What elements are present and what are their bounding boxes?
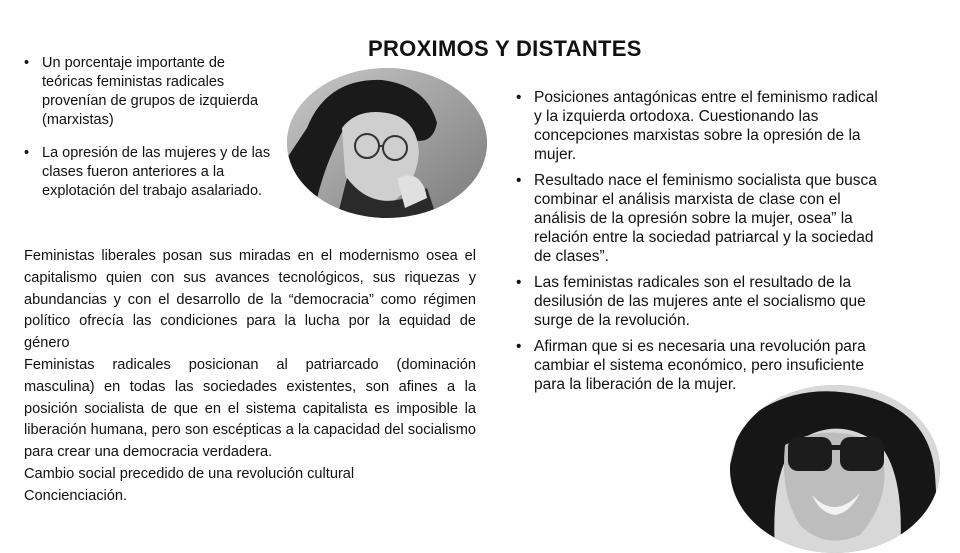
right-bullet-item: • Posiciones antagónicas entre el feminismo radical y la izquierda ortodoxa. Cuestionando las concepciones marxistas sobre la opresión de la mujer. [516, 88, 888, 164]
left-bullet-item: • Un porcentaje importante de teóricas feministas radicales provenían de grupos de izquierda (marxistas) [24, 54, 274, 130]
main-paragraph [24, 246, 476, 508]
left-bullet-list [24, 54, 274, 215]
right-bullet-item: • Afirman que si es necesaria una revolución para cambiar el sistema económico, pero insuficiente para la liberación de la mujer. [516, 337, 888, 394]
paragraph-radical: Feministas radicales posicionan al patriarcado (dominación masculina) en todas las sociedades existentes, son afines a la posición socialista de que en el sistema capitalista es imposible la liberación humana, pero son escépticas a la capacidad del socialismo para crear una democracia verdadera. [24, 356, 476, 461]
left-bullet-item: • La opresión de las mujeres y de las clases fueron anteriores a la explotación del trabajo asalariado. [24, 144, 274, 201]
paragraph-concienciacion: Concienciación. [24, 487, 128, 504]
portrait-photo-laughing [730, 385, 940, 553]
slide-title: PROXIMOS Y DISTANTES [368, 36, 642, 61]
right-bullet-item: • Las feministas radicales son el resultado de la desilusión de las mujeres ante el socialismo que surge de la revolución. [516, 273, 888, 330]
paragraph-cambio: Cambio social precedido de una revolución cultural [24, 465, 355, 482]
right-bullet-list [516, 88, 888, 401]
right-bullet-item: • Resultado nace el feminismo socialista que busca combinar el análisis marxista de clase con el análisis de la opresión sobre la mujer, osea” la relación entre la sociedad patriarcal y la sociedad de clases”. [516, 171, 888, 266]
paragraph-liberal: Feministas liberales posan sus miradas en el modernismo osea el capitalismo quien con sus avances tecnológicos, sus riquezas y abundancias y con el desarrollo de la “democracia” como régimen político ofrecía las condiciones para la lucha por la equidad de género [24, 248, 476, 352]
portrait-photo-glasses [287, 68, 487, 218]
